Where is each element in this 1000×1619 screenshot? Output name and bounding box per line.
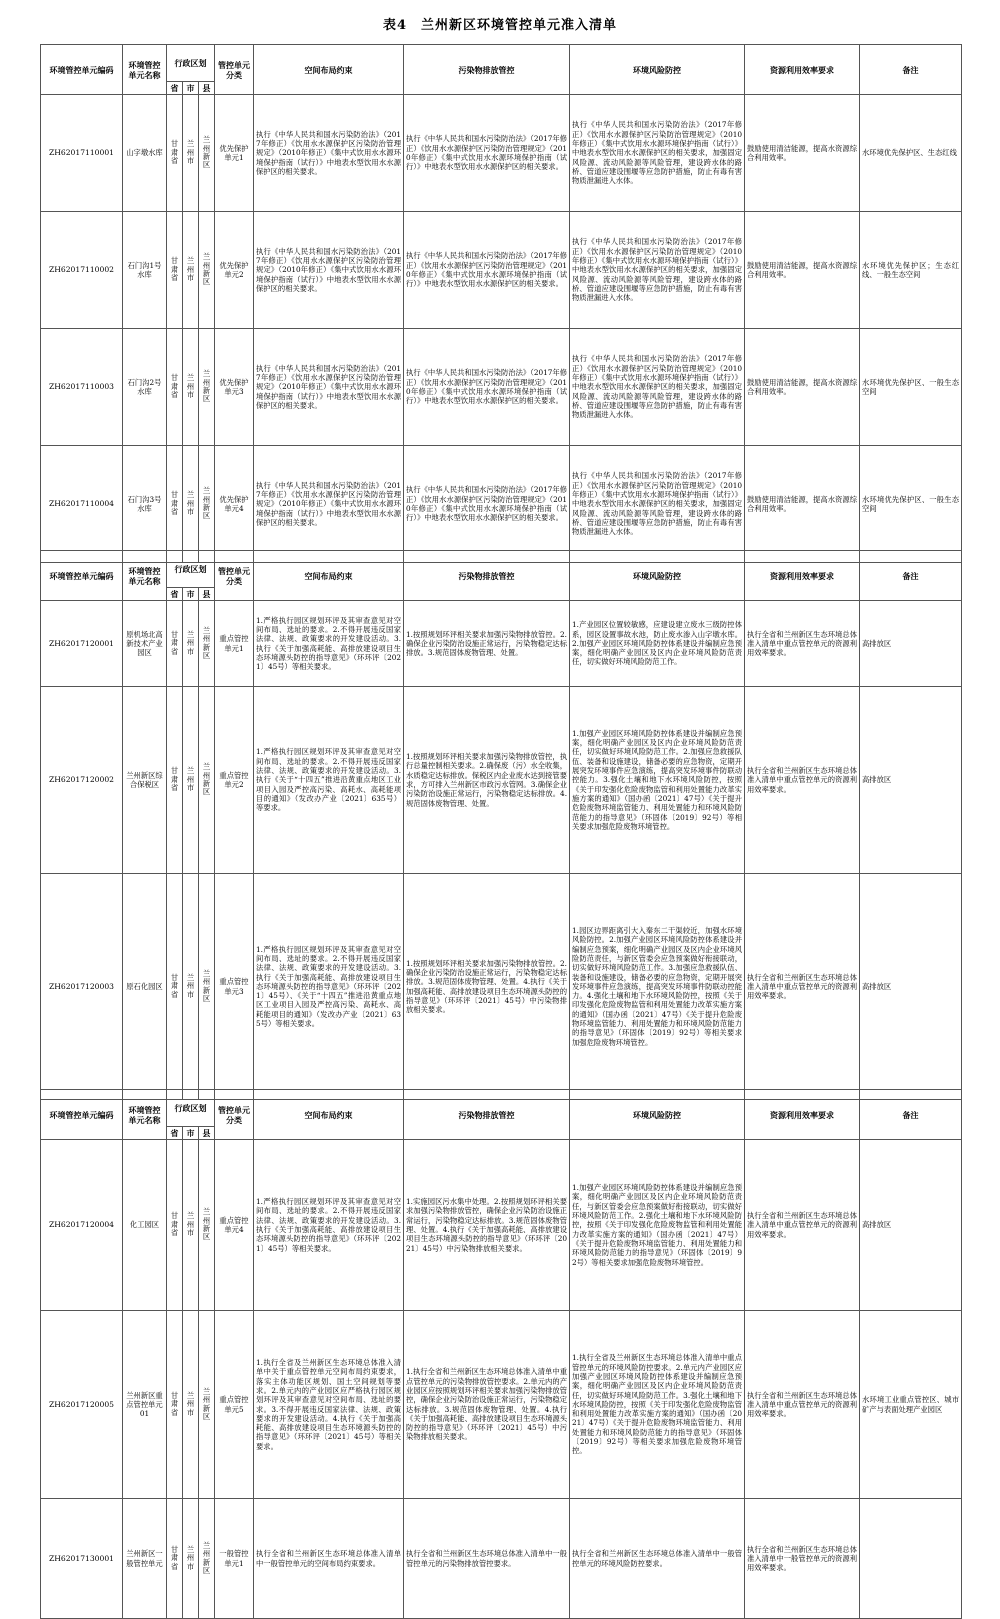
header-resource: 资源利用效率要求	[745, 551, 860, 601]
spatial-constraint: 执行《中华人民共和国水污染防治法》（2017年修正）《饮用水水源保护区污染防治管理规定》（2010年修正）《集中式饮用水水源环境保护指南（试行）》中地表水型饮用水水源保护区的相关要求。	[254, 95, 404, 212]
header-city: 市	[183, 588, 199, 601]
unit-category: 重点管控单元4	[215, 1140, 254, 1311]
header-admin: 行政区划	[167, 1090, 215, 1127]
resource-requirement: 执行全省和兰州新区生态环境总体准入清单中重点管控单元的资源利用效率要求。	[745, 687, 860, 874]
city-cell	[183, 212, 199, 329]
city-cell	[183, 1499, 199, 1619]
risk-control: 执行《中华人民共和国水污染防治法》（2017年修正）《饮用水水源保护区污染防治管理规定》（2010年修正）《集中式饮用水水源环境保护指南（试行）》中地表水型饮用水水源保护区的相关要求，加强固定风险源、流动风险源等风险管理，建设跨水体的路桥、管道应建设围堰等应急防护措施，防止有毒有害物质泄漏进入水体。	[570, 329, 745, 446]
pollution-control: 1.执行全省和兰州新区生态环境总体准入清单中重点管控单元的污染物排放管控要求。2.单元内的产业园区应按照规划环评相关要求加强污染物排放管控，确保企业污染防治设施正常运行，污染物稳定达标排放。3.规范固体废物管理、处置。4.执行《关于加强高耗能、高排放建设项目生态环境源头防控的指导意见》（环环评〔2021〕45号）中污染物排放相关要求。	[404, 1311, 570, 1499]
header-risk: 环境风险防控	[570, 45, 745, 95]
unit-category: 重点管控单元5	[215, 1311, 254, 1499]
province-cell-text: 甘肃省	[170, 1211, 179, 1238]
unit-category: 优先保护单元2	[215, 212, 254, 329]
pollution-control: 执行《中华人民共和国水污染防治法》（2017年修正）《饮用水水源保护区污染防治管理规定》（2010年修正）《集中式饮用水水源环境保护指南（试行）》中地表水型饮用水水源保护区的相关要求。	[404, 95, 570, 212]
spatial-constraint: 1.严格执行园区规划环评及其审查意见对空间布局、选址的要求。2.不得开展违反国家法律、法规、政策要求的开发建设活动。3.执行《关于“十四五”推进沿黄重点地区工业项目入园及严控高污染、高耗水、高耗能项目的通知》（发改办产业〔2021〕635号）等要求。	[254, 687, 404, 874]
resource-requirement: 鼓励使用清洁能源，提高水资源综合利用效率。	[745, 212, 860, 329]
unit-name: 化工园区	[123, 1140, 167, 1311]
header-code: 环境管控单元编码	[41, 551, 123, 601]
risk-control: 执行《中华人民共和国水污染防治法》（2017年修正）《饮用水水源保护区污染防治管理规定》（2010年修正）《集中式饮用水水源环境保护指南（试行）》中地表水型饮用水水源保护区的相关要求，加强固定风险源、流动风险源等风险管理，建设跨水体的路桥、管道应建设围堰等应急防护措施，防止有毒有害物质泄漏进入水体。	[570, 446, 745, 563]
remark: 高排放区	[860, 1140, 962, 1311]
resource-requirement: 执行全省和兰州新区生态环境总体准入清单中重点管控单元的资源利用效率要求。	[745, 601, 860, 687]
city-cell-text: 兰州市	[186, 1544, 195, 1571]
header-category: 管控单元分类	[215, 551, 254, 601]
city-cell-text: 兰州市	[186, 373, 195, 400]
province-cell	[167, 446, 183, 563]
header-resource: 资源利用效率要求	[745, 45, 860, 95]
table-row	[41, 1140, 962, 1311]
province-cell-text: 甘肃省	[170, 1390, 179, 1417]
pollution-control: 执行《中华人民共和国水污染防治法》（2017年修正）《饮用水水源保护区污染防治管理规定》（2010年修正）《集中式饮用水水源环境保护指南（试行）》中地表水型饮用水水源保护区的相关要求。	[404, 212, 570, 329]
pollution-control: 执行《中华人民共和国水污染防治法》（2017年修正）《饮用水水源保护区污染防治管理规定》（2010年修正）《集中式饮用水水源环境保护指南（试行）》中地表水型饮用水水源保护区的相关要求。	[404, 446, 570, 563]
county-cell-text: 兰州新区	[202, 252, 211, 287]
unit-category: 重点管控单元2	[215, 687, 254, 874]
unit-code: ZH62017120003	[41, 874, 123, 1100]
county-cell	[199, 1140, 215, 1311]
city-cell	[183, 601, 199, 687]
province-cell-text: 甘肃省	[170, 629, 179, 656]
header-province: 省	[167, 588, 183, 601]
unit-category: 重点管控单元3	[215, 874, 254, 1100]
province-cell	[167, 874, 183, 1100]
spatial-constraint: 1.严格执行园区规划环评及其审查意见对空间布局、选址的要求。2.不得开展违反国家法律、法规、政策要求的开发建设活动。3.执行《关于加强高耗能、高排放建设项目生态环境源头防控的指导意见》（环环评〔2021〕45号）等相关要求。	[254, 1140, 404, 1311]
table-row	[41, 874, 962, 1100]
city-cell-text: 兰州市	[186, 972, 195, 999]
remark: 水环境优先保护区、一般生态空间	[860, 329, 962, 446]
county-cell	[199, 601, 215, 687]
unit-category: 一般管控单元1	[215, 1499, 254, 1619]
header-county: 县	[199, 588, 215, 601]
unit-name: 兰州新区一般管控单元	[123, 1499, 167, 1619]
spatial-constraint: 执行《中华人民共和国水污染防治法》（2017年修正）《饮用水水源保护区污染防治管理规定》（2010年修正）《集中式饮用水水源环境保护指南（试行）》中地表水型饮用水水源保护区的相关要求。	[254, 212, 404, 329]
header-county: 县	[199, 1127, 215, 1140]
unit-name: 原石化园区	[123, 874, 167, 1100]
resource-requirement: 鼓励使用清洁能源，提高水资源综合利用效率。	[745, 329, 860, 446]
admission-table-section	[40, 44, 962, 563]
unit-code: ZH62017120001	[41, 601, 123, 687]
resource-requirement: 执行全省和兰州新区生态环境总体准入清单中重点管控单元的资源利用效率要求。	[745, 874, 860, 1100]
remark: 高排放区	[860, 601, 962, 687]
county-cell-text: 兰州新区	[202, 135, 211, 170]
city-cell-text: 兰州市	[186, 139, 195, 166]
province-cell	[167, 601, 183, 687]
county-cell	[199, 1311, 215, 1499]
risk-control: 执行《中华人民共和国水污染防治法》（2017年修正）《饮用水水源保护区污染防治管理规定》（2010年修正）《集中式饮用水水源环境保护指南（试行）》中地表水型饮用水水源保护区的相关要求，加强固定风险源、流动风险源等风险管理，建设跨水体的路桥、管道应建设围堰等应急防护措施，防止有毒有害物质泄漏进入水体。	[570, 212, 745, 329]
city-cell	[183, 1311, 199, 1499]
header-spatial: 空间布局约束	[254, 1090, 404, 1140]
header-county: 县	[199, 82, 215, 95]
table-row	[41, 1499, 962, 1619]
county-cell-text: 兰州新区	[202, 1207, 211, 1242]
province-cell	[167, 1499, 183, 1619]
risk-control: 1.加强产业园区环境风险防控体系建设并编制应急预案，细化明确产业园区及区内企业环境风险防范责任，与新区管委会应急预案做好衔接联动，切实做好环境风险防范工作。2.强化土壤和地下水环境风险防控，按照《关于印发强化危险废物监管和利用处置能力改革实施方案的通知》（国办函〔2021〕47号）《关于提升危险废物环境监管能力、利用处置能力和环境风险防范能力的指导意见》（环固体〔2019〕92号）等相关要求加强危险废物环境管控。	[570, 1140, 745, 1311]
county-cell	[199, 687, 215, 874]
risk-control: 1.加强产业园区环境风险防控体系建设并编制应急预案，细化明确产业园区及区内企业环境风险防范责任，切实做好环境风险防范工作。2.加强应急救援队伍、装备和设施建设，储备必要的应急物资，定期开展突发环境事件应急演练，提高突发环境事件防联动控能力。3.强化土壤和地下水环境风险防控，按照《关于印发强化危险废物监管和利用处置能力改革实施方案的通知》（国办函〔2021〕47号）《关于提升危险废物环境监管能力、利用处置能力和环境风险防范能力的指导意见》（环固体〔2019〕92号）等相关要求加强危险废物环境管控。	[570, 687, 745, 874]
province-cell-text: 甘肃省	[170, 256, 179, 283]
unit-name: 山字墩水库	[123, 95, 167, 212]
county-cell-text: 兰州新区	[202, 1386, 211, 1421]
county-cell	[199, 1499, 215, 1619]
province-cell	[167, 1311, 183, 1499]
unit-code: ZH62017120004	[41, 1140, 123, 1311]
remark: 水环境优先保护区、生态红线	[860, 95, 962, 212]
spatial-constraint: 1.严格执行园区规划环评及其审查意见对空间布局、选址的要求。2.不得开展违反国家法律、法规、政策要求的开发建设活动。3.执行《关于加强高耗能、高排放建设项目生态环境源头防控的指导意见》（环环评〔2021〕45号）、《关于“十四五”推进沿黄重点地区工业项目入园及严控高污染、高耗水、高耗能项目的通知》（发改办产业〔2021〕635号）等相关要求。	[254, 874, 404, 1100]
remark	[860, 1499, 962, 1619]
city-cell-text: 兰州市	[186, 629, 195, 656]
header-name: 环境管控单元名称	[123, 551, 167, 601]
unit-code: ZH62017130001	[41, 1499, 123, 1619]
remark: 水环境优先保护区；生态红线、一般生态空间	[860, 212, 962, 329]
unit-name: 石门沟2号水库	[123, 329, 167, 446]
city-cell-text: 兰州市	[186, 1390, 195, 1417]
header-row	[41, 1090, 962, 1127]
city-cell	[183, 1140, 199, 1311]
remark: 水环境优先保护区、一般生态空间	[860, 446, 962, 563]
spatial-constraint: 执行《中华人民共和国水污染防治法》（2017年修正）《饮用水水源保护区污染防治管理规定》（2010年修正）《集中式饮用水水源环境保护指南（试行）》中地表水型饮用水水源保护区的相关要求。	[254, 446, 404, 563]
unit-code: ZH62017110002	[41, 212, 123, 329]
header-pollution: 污染物排放管控	[404, 551, 570, 601]
header-province: 省	[167, 1127, 183, 1140]
table-row	[41, 446, 962, 563]
header-code: 环境管控单元编码	[41, 45, 123, 95]
remark: 水环境工业重点管控区、城市矿产与表面处理产业园区	[860, 1311, 962, 1499]
header-admin: 行政区划	[167, 45, 215, 82]
city-cell	[183, 329, 199, 446]
county-cell	[199, 212, 215, 329]
city-cell	[183, 687, 199, 874]
unit-code: ZH62017110003	[41, 329, 123, 446]
county-cell-text: 兰州新区	[202, 625, 211, 660]
county-cell-text: 兰州新区	[202, 369, 211, 404]
header-spatial: 空间布局约束	[254, 551, 404, 601]
remark: 高排放区	[860, 874, 962, 1100]
resource-requirement: 鼓励使用清洁能源，提高水资源综合利用效率。	[745, 95, 860, 212]
header-admin: 行政区划	[167, 551, 215, 588]
unit-category: 优先保护单元1	[215, 95, 254, 212]
city-cell-text: 兰州市	[186, 490, 195, 517]
header-risk: 环境风险防控	[570, 1090, 745, 1140]
city-cell-text: 兰州市	[186, 1211, 195, 1238]
unit-name: 兰州新区重点管控单元01	[123, 1311, 167, 1499]
county-cell-text: 兰州新区	[202, 762, 211, 797]
province-cell-text: 甘肃省	[170, 972, 179, 999]
county-cell-text: 兰州新区	[202, 1540, 211, 1575]
table-row	[41, 1311, 962, 1499]
header-name: 环境管控单元名称	[123, 45, 167, 95]
county-cell	[199, 329, 215, 446]
unit-name: 石门沟1号水库	[123, 212, 167, 329]
header-pollution: 污染物排放管控	[404, 1090, 570, 1140]
table-row	[41, 329, 962, 446]
header-city: 市	[183, 82, 199, 95]
city-cell-text: 兰州市	[186, 256, 195, 283]
header-province: 省	[167, 82, 183, 95]
province-cell-text: 甘肃省	[170, 139, 179, 166]
table-row	[41, 95, 962, 212]
unit-category: 重点管控单元1	[215, 601, 254, 687]
spatial-constraint: 执行全省和兰州新区生态环境总体准入清单中一般管控单元的空间布局约束要求。	[254, 1499, 404, 1619]
pollution-control: 执行全省和兰州新区生态环境总体准入清单中一般管控单元的污染物排放管控要求。	[404, 1499, 570, 1619]
spatial-constraint: 1.严格执行园区规划环评及其审查意见对空间布局、选址的要求。2.不得开展违反国家法律、法规、政策要求的开发建设活动。3.执行《关于加强高耗能、高排放建设项目生态环境源头防控的指导意见》（环环评〔2021〕45号）等相关要求。	[254, 601, 404, 687]
admission-table-section	[40, 550, 962, 1100]
pollution-control: 1.按照规划环评相关要求加强污染物排放管控。2.确保企业污染防治设施正常运行，污染物稳定达标排放。3.规范固体废物管理、处置。	[404, 601, 570, 687]
risk-control: 执行全省和兰州新区生态环境总体准入清单中一般管控单元的环境风险防控要求。	[570, 1499, 745, 1619]
risk-control: 1.执行全省及兰州新区生态环境总体准入清单中重点管控单元的环境风险防控要求。2.单元内产业园区应加强产业园区环境风险防控体系建设并编制应急预案，细化明确产业园区及区内企业环境风险防范责任，切实做好环境风险防范工作。3.强化土壤和地下水环境风险防控，按照《关于印发强化危险废物监管和利用处置能力改革实施方案的通知》（国办函〔2021〕47号）《关于提升危险废物环境监管能力、利用处置能力和环境风险防范能力的指导意见》（环固体〔2019〕92号）等相关要求加强危险废物环境管控。	[570, 1311, 745, 1499]
header-row	[41, 45, 962, 82]
spatial-constraint: 1.执行全省及兰州新区生态环境总体准入清单中关于重点管控单元空间布局约束要求，落实主体功能区规划、国土空间规划等要求。2.单元内的产业园区应严格执行园区规划环评及其审查意见对空间布局、选址的要求。3.不得开展违反国家法律、法规、政策要求的开发建设活动。4.执行《关于加强高耗能、高排放建设项目生态环境源头防控的指导意见》（环环评〔2021〕45号）等相关要求。	[254, 1311, 404, 1499]
header-note: 备注	[860, 551, 962, 601]
province-cell-text: 甘肃省	[170, 1544, 179, 1571]
province-cell	[167, 687, 183, 874]
header-pollution: 污染物排放管控	[404, 45, 570, 95]
header-code: 环境管控单元编码	[41, 1090, 123, 1140]
resource-requirement: 执行全省和兰州新区生态环境总体准入清单中重点管控单元的资源利用效率要求。	[745, 1140, 860, 1311]
unit-category: 优先保护单元4	[215, 446, 254, 563]
city-cell	[183, 874, 199, 1100]
province-cell	[167, 212, 183, 329]
unit-code: ZH62017120002	[41, 687, 123, 874]
table-row	[41, 212, 962, 329]
unit-code: ZH62017110004	[41, 446, 123, 563]
county-cell-text: 兰州新区	[202, 968, 211, 1003]
table-row	[41, 601, 962, 687]
unit-name: 石门沟3号水库	[123, 446, 167, 563]
pollution-control: 1.实施园区污水集中处理。2.按照规划环评相关要求加强污染物排放管控，确保企业污染防治设施正常运行，污染物稳定达标排放。3.规范固体废物管理、处置。4.执行《关于加强高耗能、高排放建设项目生态环境源头防控的指导意见》（环环评〔2021〕45号）中污染物排放相关要求。	[404, 1140, 570, 1311]
province-cell-text: 甘肃省	[170, 490, 179, 517]
unit-code: ZH62017120005	[41, 1311, 123, 1499]
city-cell	[183, 95, 199, 212]
header-spatial: 空间布局约束	[254, 45, 404, 95]
province-cell-text: 甘肃省	[170, 373, 179, 400]
header-name: 环境管控单元名称	[123, 1090, 167, 1140]
unit-name: 原机场北高新技术产业园区	[123, 601, 167, 687]
remark: 高排放区	[860, 687, 962, 874]
spatial-constraint: 执行《中华人民共和国水污染防治法》（2017年修正）《饮用水水源保护区污染防治管理规定》（2010年修正）《集中式饮用水水源环境保护指南（试行）》中地表水型饮用水水源保护区的相关要求。	[254, 329, 404, 446]
resource-requirement: 鼓励使用清洁能源，提高水资源综合利用效率。	[745, 446, 860, 563]
header-resource: 资源利用效率要求	[745, 1090, 860, 1140]
province-cell	[167, 95, 183, 212]
header-category: 管控单元分类	[215, 45, 254, 95]
pollution-control: 执行《中华人民共和国水污染防治法》（2017年修正）《饮用水水源保护区污染防治管理规定》（2010年修正）《集中式饮用水水源环境保护指南（试行）》中地表水型饮用水水源保护区的相关要求。	[404, 329, 570, 446]
header-note: 备注	[860, 1090, 962, 1140]
city-cell-text: 兰州市	[186, 766, 195, 793]
risk-control: 1.园区边界距离引大入秦东二干渠较近，加强水环境风险防控。2.加强产业园区环境风险防控体系建设并编制应急预案，细化明确产业园区及区内企业环境风险防范责任，与新区管委会应急预案做好衔接联动，切实做好环境风险防范工作。3.加强应急救援队伍、装备和设施建设，储备必要的应急物资，定期开展突发环境事件应急演练，提高突发环境事件防联动控能力。4.强化土壤和地下水环境风险防控，按照《关于印发强化危险废物监管和利用处置能力改革实施方案的通知》（国办函〔2021〕47号）《关于提升危险废物环境监管能力、利用处置能力和环境风险防范能力的指导意见》（环固体〔2019〕92号）等相关要求加强危险废物环境管控。	[570, 874, 745, 1100]
pollution-control: 1.按照规划环评相关要求加强污染物排放管控。2.确保企业污染防治设施正常运行，污染物稳定达标排放。3.规范固体废物管理、处置。4.执行《关于加强高耗能、高排放建设项目生态环境源头防控的指导意见》（环环评〔2021〕45号）中污染物排放相关要求。	[404, 874, 570, 1100]
header-city: 市	[183, 1127, 199, 1140]
resource-requirement: 执行全省和兰州新区生态环境总体准入清单中重点管控单元的资源利用效率要求。	[745, 1311, 860, 1499]
province-cell	[167, 1140, 183, 1311]
province-cell	[167, 329, 183, 446]
admission-table-section	[40, 1089, 962, 1619]
table-title: 表4 兰州新区环境管控单元准入清单	[382, 18, 618, 33]
header-note: 备注	[860, 45, 962, 95]
unit-category: 优先保护单元3	[215, 329, 254, 446]
county-cell	[199, 95, 215, 212]
risk-control: 执行《中华人民共和国水污染防治法》（2017年修正）《饮用水水源保护区污染防治管理规定》（2010年修正）《集中式饮用水水源环境保护指南（试行）》中地表水型饮用水水源保护区的相关要求，加强固定风险源、流动风险源等风险管理，建设跨水体的路桥、管道应建设围堰等应急防护措施，防止有毒有害物质泄漏进入水体。	[570, 95, 745, 212]
pollution-control: 1.按照规划环评相关要求加强污染物排放管控，执行总量控制相关要求。2.确保废（污）水全收集，水质稳定达标排放。保税区内企业废水达到接管要求，方可排入兰州新区市政污水管网。3.确保企业污染防治设施正常运行，污染物稳定达标排放。4.规范固体废物管理、处置。	[404, 687, 570, 874]
unit-code: ZH62017110001	[41, 95, 123, 212]
table-row	[41, 687, 962, 874]
header-category: 管控单元分类	[215, 1090, 254, 1140]
risk-control: 1.产业园区位置较敏感，应建设建立废水三级防控体系，园区设置事故水池，防止废水渗入山字墩水库。2.加强产业园区环境风险防控体系建设并编制应急预案，细化明确产业园区及区内企业环境风险防范责任，切实做好环境风险防范工作。	[570, 601, 745, 687]
city-cell	[183, 446, 199, 563]
header-row	[41, 551, 962, 588]
county-cell-text: 兰州新区	[202, 486, 211, 521]
province-cell-text: 甘肃省	[170, 766, 179, 793]
county-cell	[199, 446, 215, 563]
resource-requirement: 执行全省和兰州新区生态环境总体准入清单中一般管控单元的资源利用效率要求。	[745, 1499, 860, 1619]
county-cell	[199, 874, 215, 1100]
header-risk: 环境风险防控	[570, 551, 745, 601]
unit-name: 兰州新区综合保税区	[123, 687, 167, 874]
